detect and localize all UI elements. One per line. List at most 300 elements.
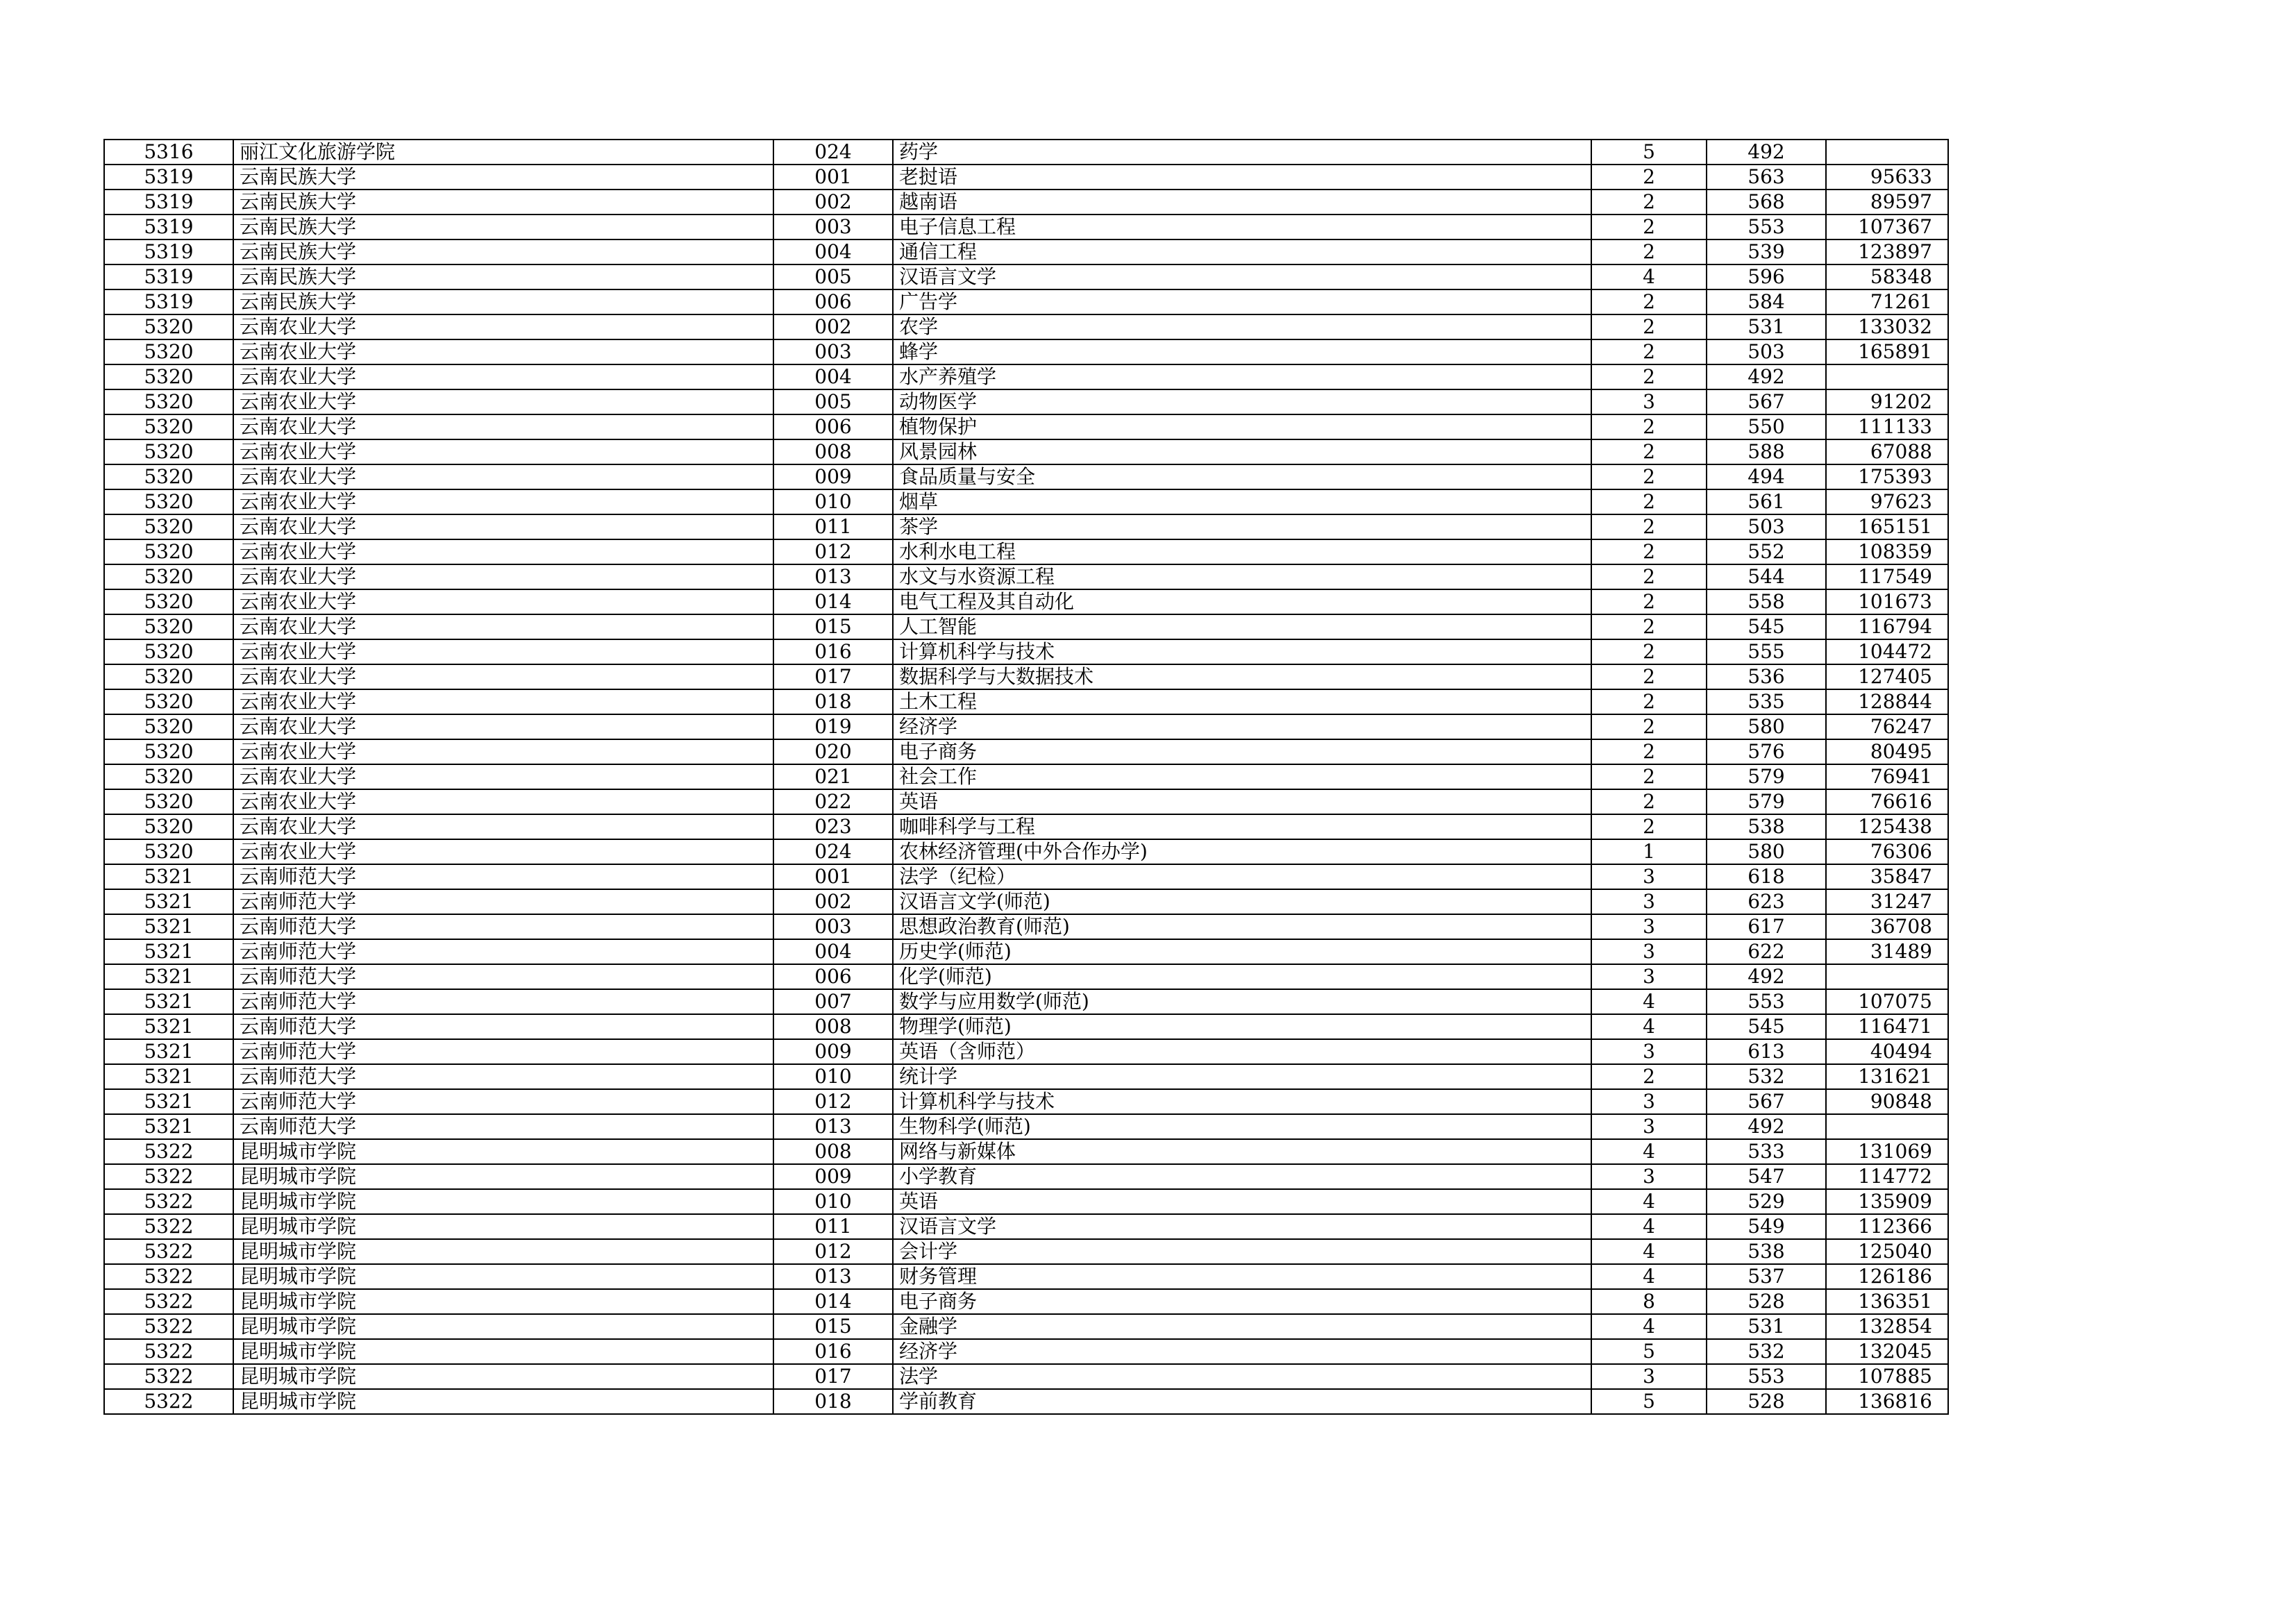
- min-score-cell: 544: [1707, 564, 1826, 589]
- school-name-cell: 云南师范大学: [233, 1089, 773, 1114]
- major-name-cell: 茶学: [893, 514, 1591, 539]
- school-name-cell: 云南农业大学: [233, 314, 773, 339]
- major-name-cell: 物理学(师范): [893, 1014, 1591, 1039]
- table-row: [104, 964, 1948, 989]
- table-row: [104, 564, 1948, 589]
- school-name-cell: 云南师范大学: [233, 989, 773, 1014]
- school-code-cell: 5321: [104, 1089, 233, 1114]
- major-name-cell: 小学教育: [893, 1164, 1591, 1189]
- school-code-cell: 5320: [104, 464, 233, 489]
- rank-cell: 116471: [1826, 1014, 1948, 1039]
- school-name-cell: 云南农业大学: [233, 389, 773, 414]
- school-name-cell: 云南师范大学: [233, 1114, 773, 1139]
- min-score-cell: 536: [1707, 664, 1826, 689]
- min-score-cell: 588: [1707, 439, 1826, 464]
- rank-cell: 107367: [1826, 215, 1948, 239]
- min-score-cell: 539: [1707, 239, 1826, 264]
- table-row: [104, 1364, 1948, 1389]
- major-code-cell: 001: [773, 165, 893, 190]
- school-name-cell: 云南民族大学: [233, 239, 773, 264]
- major-code-cell: 011: [773, 514, 893, 539]
- plan-count-cell: 4: [1591, 1264, 1707, 1289]
- min-score-cell: 528: [1707, 1389, 1826, 1414]
- plan-count-cell: 4: [1591, 1014, 1707, 1039]
- plan-count-cell: 2: [1591, 489, 1707, 514]
- major-code-cell: 003: [773, 215, 893, 239]
- min-score-cell: 503: [1707, 514, 1826, 539]
- school-name-cell: 云南师范大学: [233, 939, 773, 964]
- min-score-cell: 553: [1707, 989, 1826, 1014]
- rank-cell: 165891: [1826, 339, 1948, 364]
- major-name-cell: 会计学: [893, 1239, 1591, 1264]
- min-score-cell: 552: [1707, 539, 1826, 564]
- school-name-cell: 云南民族大学: [233, 215, 773, 239]
- rank-cell: 125438: [1826, 814, 1948, 839]
- rank-cell: 108359: [1826, 539, 1948, 564]
- plan-count-cell: 2: [1591, 165, 1707, 190]
- major-code-cell: 009: [773, 1039, 893, 1064]
- min-score-cell: 545: [1707, 1014, 1826, 1039]
- table-row: [104, 1139, 1948, 1164]
- table-row: [104, 789, 1948, 814]
- major-name-cell: 电气工程及其自动化: [893, 589, 1591, 614]
- plan-count-cell: 5: [1591, 1339, 1707, 1364]
- school-code-cell: 5319: [104, 165, 233, 190]
- major-name-cell: 咖啡科学与工程: [893, 814, 1591, 839]
- min-score-cell: 579: [1707, 789, 1826, 814]
- plan-count-cell: 3: [1591, 964, 1707, 989]
- major-name-cell: 历史学(师范): [893, 939, 1591, 964]
- plan-count-cell: 2: [1591, 314, 1707, 339]
- school-name-cell: 昆明城市学院: [233, 1139, 773, 1164]
- major-code-cell: 006: [773, 289, 893, 314]
- table-row: [104, 939, 1948, 964]
- school-code-cell: 5320: [104, 539, 233, 564]
- school-name-cell: 云南师范大学: [233, 1014, 773, 1039]
- rank-cell: [1826, 140, 1948, 165]
- school-name-cell: 昆明城市学院: [233, 1364, 773, 1389]
- school-code-cell: 5322: [104, 1164, 233, 1189]
- table-row: [104, 889, 1948, 914]
- plan-count-cell: 4: [1591, 989, 1707, 1014]
- min-score-cell: 492: [1707, 964, 1826, 989]
- table-row: [104, 1064, 1948, 1089]
- table-row: [104, 739, 1948, 764]
- major-code-cell: 001: [773, 864, 893, 889]
- major-code-cell: 005: [773, 389, 893, 414]
- table-row: [104, 1314, 1948, 1339]
- table-row: [104, 1164, 1948, 1189]
- rank-cell: 89597: [1826, 190, 1948, 215]
- major-code-cell: 006: [773, 964, 893, 989]
- school-code-cell: 5320: [104, 714, 233, 739]
- table-row: [104, 1239, 1948, 1264]
- min-score-cell: 532: [1707, 1339, 1826, 1364]
- major-name-cell: 学前教育: [893, 1389, 1591, 1414]
- major-name-cell: 社会工作: [893, 764, 1591, 789]
- school-name-cell: 云南农业大学: [233, 364, 773, 389]
- rank-cell: 111133: [1826, 414, 1948, 439]
- major-name-cell: 经济学: [893, 1339, 1591, 1364]
- major-name-cell: 动物医学: [893, 389, 1591, 414]
- major-name-cell: 蜂学: [893, 339, 1591, 364]
- school-name-cell: 丽江文化旅游学院: [233, 140, 773, 165]
- school-name-cell: 云南农业大学: [233, 714, 773, 739]
- table-row: [104, 1289, 1948, 1314]
- rank-cell: [1826, 964, 1948, 989]
- major-name-cell: 数据科学与大数据技术: [893, 664, 1591, 689]
- major-name-cell: 思想政治教育(师范): [893, 914, 1591, 939]
- table-row: [104, 639, 1948, 664]
- rank-cell: 165151: [1826, 514, 1948, 539]
- school-code-cell: 5320: [104, 739, 233, 764]
- table-row: [104, 1014, 1948, 1039]
- table-row: [104, 1214, 1948, 1239]
- rank-cell: 131621: [1826, 1064, 1948, 1089]
- major-code-cell: 010: [773, 1064, 893, 1089]
- school-code-cell: 5320: [104, 439, 233, 464]
- plan-count-cell: 4: [1591, 264, 1707, 289]
- school-code-cell: 5321: [104, 939, 233, 964]
- rank-cell: 58348: [1826, 264, 1948, 289]
- rank-cell: 76941: [1826, 764, 1948, 789]
- plan-count-cell: 3: [1591, 914, 1707, 939]
- table-row: [104, 589, 1948, 614]
- plan-count-cell: 2: [1591, 215, 1707, 239]
- table-row: [104, 839, 1948, 864]
- min-score-cell: 545: [1707, 614, 1826, 639]
- min-score-cell: 580: [1707, 714, 1826, 739]
- major-name-cell: 水利水电工程: [893, 539, 1591, 564]
- rank-cell: 125040: [1826, 1239, 1948, 1264]
- major-code-cell: 023: [773, 814, 893, 839]
- school-code-cell: 5320: [104, 639, 233, 664]
- major-code-cell: 002: [773, 190, 893, 215]
- school-code-cell: 5320: [104, 389, 233, 414]
- major-code-cell: 004: [773, 364, 893, 389]
- plan-count-cell: 2: [1591, 1064, 1707, 1089]
- major-name-cell: 水文与水资源工程: [893, 564, 1591, 589]
- min-score-cell: 561: [1707, 489, 1826, 514]
- plan-count-cell: 3: [1591, 889, 1707, 914]
- plan-count-cell: 2: [1591, 739, 1707, 764]
- rank-cell: 131069: [1826, 1139, 1948, 1164]
- school-name-cell: 云南师范大学: [233, 914, 773, 939]
- min-score-cell: 492: [1707, 364, 1826, 389]
- major-name-cell: 数学与应用数学(师范): [893, 989, 1591, 1014]
- school-name-cell: 云南农业大学: [233, 614, 773, 639]
- school-name-cell: 云南农业大学: [233, 814, 773, 839]
- major-name-cell: 英语（含师范）: [893, 1039, 1591, 1064]
- major-name-cell: 网络与新媒体: [893, 1139, 1591, 1164]
- min-score-cell: 613: [1707, 1039, 1826, 1064]
- major-name-cell: 水产养殖学: [893, 364, 1591, 389]
- table-row: [104, 464, 1948, 489]
- school-code-cell: 5322: [104, 1364, 233, 1389]
- table-row: [104, 1189, 1948, 1214]
- major-code-cell: 012: [773, 539, 893, 564]
- major-code-cell: 022: [773, 789, 893, 814]
- plan-count-cell: 2: [1591, 614, 1707, 639]
- school-name-cell: 云南民族大学: [233, 289, 773, 314]
- school-code-cell: 5320: [104, 789, 233, 814]
- min-score-cell: 503: [1707, 339, 1826, 364]
- rank-cell: 95633: [1826, 165, 1948, 190]
- major-code-cell: 018: [773, 689, 893, 714]
- table-row: [104, 1114, 1948, 1139]
- major-code-cell: 010: [773, 1189, 893, 1214]
- major-code-cell: 008: [773, 439, 893, 464]
- major-code-cell: 002: [773, 314, 893, 339]
- school-name-cell: 云南师范大学: [233, 864, 773, 889]
- school-name-cell: 云南农业大学: [233, 564, 773, 589]
- school-code-cell: 5320: [104, 514, 233, 539]
- major-code-cell: 009: [773, 464, 893, 489]
- plan-count-cell: 1: [1591, 839, 1707, 864]
- rank-cell: 36708: [1826, 914, 1948, 939]
- school-name-cell: 昆明城市学院: [233, 1389, 773, 1414]
- major-name-cell: 药学: [893, 140, 1591, 165]
- major-name-cell: 经济学: [893, 714, 1591, 739]
- plan-count-cell: 3: [1591, 939, 1707, 964]
- major-name-cell: 电子商务: [893, 739, 1591, 764]
- school-code-cell: 5322: [104, 1314, 233, 1339]
- rank-cell: 107075: [1826, 989, 1948, 1014]
- major-name-cell: 法学（纪检）: [893, 864, 1591, 889]
- major-code-cell: 005: [773, 264, 893, 289]
- school-code-cell: 5321: [104, 864, 233, 889]
- school-name-cell: 云南农业大学: [233, 439, 773, 464]
- major-code-cell: 008: [773, 1139, 893, 1164]
- major-name-cell: 老挝语: [893, 165, 1591, 190]
- rank-cell: 71261: [1826, 289, 1948, 314]
- plan-count-cell: 2: [1591, 764, 1707, 789]
- school-name-cell: 云南农业大学: [233, 589, 773, 614]
- table-row: [104, 439, 1948, 464]
- plan-count-cell: 2: [1591, 564, 1707, 589]
- plan-count-cell: 2: [1591, 289, 1707, 314]
- major-name-cell: 法学: [893, 1364, 1591, 1389]
- plan-count-cell: 4: [1591, 1314, 1707, 1339]
- table-row: [104, 664, 1948, 689]
- min-score-cell: 563: [1707, 165, 1826, 190]
- major-name-cell: 人工智能: [893, 614, 1591, 639]
- min-score-cell: 537: [1707, 1264, 1826, 1289]
- rank-cell: 114772: [1826, 1164, 1948, 1189]
- plan-count-cell: 3: [1591, 1364, 1707, 1389]
- major-name-cell: 农学: [893, 314, 1591, 339]
- school-name-cell: 云南农业大学: [233, 839, 773, 864]
- plan-count-cell: 2: [1591, 439, 1707, 464]
- min-score-cell: 533: [1707, 1139, 1826, 1164]
- school-code-cell: 5320: [104, 689, 233, 714]
- major-name-cell: 通信工程: [893, 239, 1591, 264]
- rank-cell: 101673: [1826, 589, 1948, 614]
- table-row: [104, 389, 1948, 414]
- table-row: [104, 1264, 1948, 1289]
- rank-cell: 135909: [1826, 1189, 1948, 1214]
- min-score-cell: 579: [1707, 764, 1826, 789]
- plan-count-cell: 2: [1591, 689, 1707, 714]
- plan-count-cell: 3: [1591, 1114, 1707, 1139]
- min-score-cell: 492: [1707, 140, 1826, 165]
- min-score-cell: 618: [1707, 864, 1826, 889]
- min-score-cell: 492: [1707, 1114, 1826, 1139]
- major-code-cell: 015: [773, 1314, 893, 1339]
- rank-cell: 35847: [1826, 864, 1948, 889]
- table-row: [104, 1039, 1948, 1064]
- school-name-cell: 昆明城市学院: [233, 1289, 773, 1314]
- major-name-cell: 金融学: [893, 1314, 1591, 1339]
- plan-count-cell: 3: [1591, 1164, 1707, 1189]
- major-code-cell: 014: [773, 589, 893, 614]
- min-score-cell: 531: [1707, 1314, 1826, 1339]
- rank-cell: 97623: [1826, 489, 1948, 514]
- school-name-cell: 云南民族大学: [233, 190, 773, 215]
- rank-cell: 127405: [1826, 664, 1948, 689]
- major-code-cell: 012: [773, 1089, 893, 1114]
- major-code-cell: 003: [773, 914, 893, 939]
- rank-cell: 128844: [1826, 689, 1948, 714]
- major-code-cell: 016: [773, 1339, 893, 1364]
- min-score-cell: 535: [1707, 689, 1826, 714]
- major-code-cell: 024: [773, 839, 893, 864]
- table-row: [104, 314, 1948, 339]
- rank-cell: 117549: [1826, 564, 1948, 589]
- plan-count-cell: 2: [1591, 339, 1707, 364]
- plan-count-cell: 2: [1591, 190, 1707, 215]
- school-name-cell: 云南民族大学: [233, 165, 773, 190]
- school-code-cell: 5320: [104, 614, 233, 639]
- plan-count-cell: 2: [1591, 364, 1707, 389]
- school-code-cell: 5321: [104, 964, 233, 989]
- plan-count-cell: 4: [1591, 1239, 1707, 1264]
- table-row: [104, 814, 1948, 839]
- min-score-cell: 531: [1707, 314, 1826, 339]
- school-name-cell: 昆明城市学院: [233, 1239, 773, 1264]
- school-name-cell: 昆明城市学院: [233, 1264, 773, 1289]
- major-code-cell: 009: [773, 1164, 893, 1189]
- min-score-cell: 538: [1707, 814, 1826, 839]
- school-name-cell: 云南师范大学: [233, 889, 773, 914]
- table-row: [104, 864, 1948, 889]
- school-name-cell: 云南农业大学: [233, 339, 773, 364]
- school-name-cell: 云南农业大学: [233, 639, 773, 664]
- major-code-cell: 015: [773, 614, 893, 639]
- rank-cell: 76247: [1826, 714, 1948, 739]
- school-name-cell: 云南师范大学: [233, 964, 773, 989]
- school-code-cell: 5320: [104, 564, 233, 589]
- school-code-cell: 5322: [104, 1339, 233, 1364]
- plan-count-cell: 2: [1591, 589, 1707, 614]
- plan-count-cell: 3: [1591, 864, 1707, 889]
- school-code-cell: 5319: [104, 289, 233, 314]
- table-row: [104, 264, 1948, 289]
- major-code-cell: 020: [773, 739, 893, 764]
- plan-count-cell: 2: [1591, 789, 1707, 814]
- major-code-cell: 019: [773, 714, 893, 739]
- major-name-cell: 汉语言文学: [893, 1214, 1591, 1239]
- rank-cell: 175393: [1826, 464, 1948, 489]
- table-row: [104, 165, 1948, 190]
- school-name-cell: 云南农业大学: [233, 689, 773, 714]
- school-code-cell: 5319: [104, 264, 233, 289]
- major-code-cell: 004: [773, 939, 893, 964]
- min-score-cell: 584: [1707, 289, 1826, 314]
- table-row: [104, 140, 1948, 165]
- min-score-cell: 568: [1707, 190, 1826, 215]
- major-name-cell: 统计学: [893, 1064, 1591, 1089]
- school-code-cell: 5322: [104, 1214, 233, 1239]
- plan-count-cell: 5: [1591, 1389, 1707, 1414]
- rank-cell: 76616: [1826, 789, 1948, 814]
- school-name-cell: 昆明城市学院: [233, 1314, 773, 1339]
- plan-count-cell: 3: [1591, 389, 1707, 414]
- table-row: [104, 1389, 1948, 1414]
- major-name-cell: 财务管理: [893, 1264, 1591, 1289]
- school-code-cell: 5321: [104, 1064, 233, 1089]
- rank-cell: 40494: [1826, 1039, 1948, 1064]
- table-row: [104, 714, 1948, 739]
- major-code-cell: 011: [773, 1214, 893, 1239]
- major-code-cell: 004: [773, 239, 893, 264]
- major-code-cell: 013: [773, 1264, 893, 1289]
- school-code-cell: 5321: [104, 1114, 233, 1139]
- plan-count-cell: 3: [1591, 1089, 1707, 1114]
- rank-cell: 91202: [1826, 389, 1948, 414]
- rank-cell: 104472: [1826, 639, 1948, 664]
- min-score-cell: 550: [1707, 414, 1826, 439]
- major-name-cell: 生物科学(师范): [893, 1114, 1591, 1139]
- rank-cell: 90848: [1826, 1089, 1948, 1114]
- school-code-cell: 5321: [104, 1039, 233, 1064]
- table-row: [104, 239, 1948, 264]
- plan-count-cell: 2: [1591, 664, 1707, 689]
- major-code-cell: 018: [773, 1389, 893, 1414]
- plan-count-cell: 2: [1591, 514, 1707, 539]
- min-score-cell: 623: [1707, 889, 1826, 914]
- table-row: [104, 989, 1948, 1014]
- major-code-cell: 012: [773, 1239, 893, 1264]
- min-score-cell: 494: [1707, 464, 1826, 489]
- major-code-cell: 021: [773, 764, 893, 789]
- admission-table: [103, 139, 1949, 1415]
- min-score-cell: 538: [1707, 1239, 1826, 1264]
- plan-count-cell: 3: [1591, 1039, 1707, 1064]
- major-code-cell: 017: [773, 1364, 893, 1389]
- school-code-cell: 5319: [104, 239, 233, 264]
- school-code-cell: 5322: [104, 1389, 233, 1414]
- major-code-cell: 014: [773, 1289, 893, 1314]
- min-score-cell: 622: [1707, 939, 1826, 964]
- major-code-cell: 006: [773, 414, 893, 439]
- school-name-cell: 昆明城市学院: [233, 1339, 773, 1364]
- plan-count-cell: 2: [1591, 714, 1707, 739]
- table-row: [104, 1089, 1948, 1114]
- table-row: [104, 614, 1948, 639]
- school-name-cell: 云南农业大学: [233, 514, 773, 539]
- school-code-cell: 5321: [104, 989, 233, 1014]
- major-name-cell: 电子商务: [893, 1289, 1591, 1314]
- min-score-cell: 553: [1707, 1364, 1826, 1389]
- plan-count-cell: 2: [1591, 539, 1707, 564]
- rank-cell: 31489: [1826, 939, 1948, 964]
- table-row: [104, 914, 1948, 939]
- plan-count-cell: 4: [1591, 1214, 1707, 1239]
- plan-count-cell: 8: [1591, 1289, 1707, 1314]
- min-score-cell: 547: [1707, 1164, 1826, 1189]
- school-name-cell: 云南农业大学: [233, 539, 773, 564]
